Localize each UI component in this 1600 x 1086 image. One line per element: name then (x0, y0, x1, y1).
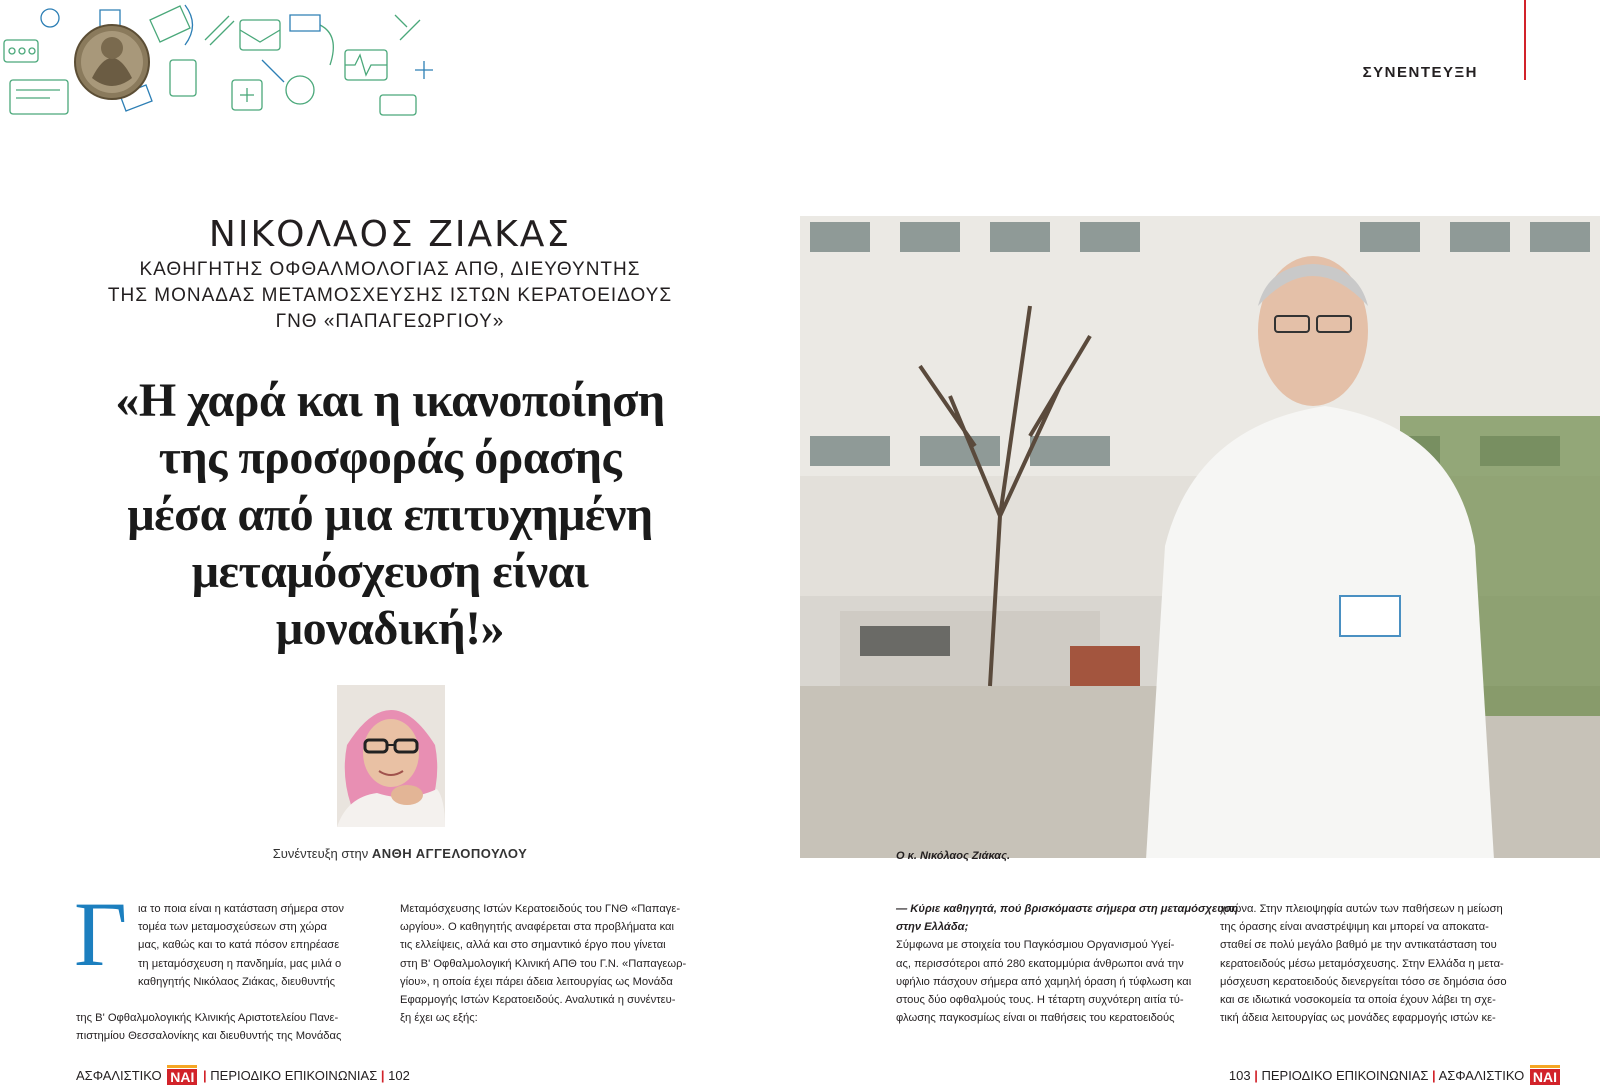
medical-pattern-decoration (0, 0, 440, 125)
body-line: χιτώνα. Στην πλειοψηφία αυτών των παθήσεων η μείωση (1220, 903, 1503, 915)
interview-question-line: — Κύριε καθηγητά, πού βρισκόμαστε σήμερα στη μεταμόσχευση (896, 903, 1239, 915)
body-line: πιστημίου Θεσσαλονίκης και διευθυντής της Μονάδας (76, 1030, 342, 1043)
body-line: τομέα των μεταμοσχεύσεων στη χώρα (138, 921, 328, 934)
subtitle-line: ΓΝΘ «ΠΑΠΑΓΕΩΡΓΙΟΥ» (275, 311, 505, 332)
body-line: μόσχευση κερατοειδούς διενεργείται τόσο σε δημόσια όσο (1220, 975, 1507, 988)
credit-prefix: Συνέντευξη στην (272, 846, 369, 861)
interviewer-name: ΑΝΘΗ ΑΓΓΕΛΟΠΟΥΛΟΥ (371, 846, 528, 861)
subtitle-line: ΤΗΣ ΜΟΝΑΔΑΣ ΜΕΤΑΜΟΣΧΕΥΣΗΣ ΙΣΤΩΝ ΚΕΡΑΤΟΕΙΔΟΥΣ (107, 285, 673, 306)
body-column-3 (896, 900, 1239, 1027)
interviewee-photo (800, 216, 1600, 858)
interviewee-name: ΝΙΚΟΛΑΟΣ ΖΙΑΚΑΣ (208, 214, 572, 255)
body-line: υφήλιο πάσχουν σήμερα από χαμηλή όραση ή τύφλωση και (896, 975, 1192, 988)
quote-line: «Η χαρά και η ικανοποίηση (115, 374, 665, 427)
footer-right: 103 | ΠΕΡΙΟΔΙΚΟ ΕΠΙΚΟΙΝΩΝΙΑΣ | ΑΣΦΑΛΙΣΤΙΚΟ ΝΑΙ (1229, 1068, 1562, 1085)
body-line: στη Β' Οφθαλμολογική Κλινική ΑΠΘ του Γ.Ν. «Παπαγεωρ- (400, 957, 687, 970)
interviewee-title (60, 257, 720, 335)
quote-line: μέσα από μια επιτυχημένη (127, 488, 653, 541)
interviewer-credit (200, 846, 600, 861)
body-line: καθηγητής Νικόλαος Ζιάκας, διευθυντής (138, 975, 336, 988)
body-line: κερατοειδούς μέσω μεταμόσχευσης. Στην Ελλάδα η μετα- (1220, 957, 1504, 970)
footer-page-number: 102 (388, 1068, 410, 1083)
body-line: Εφαρμογής Ιστών Κερατοειδούς. Αναλυτικά η συνέντευ- (400, 994, 676, 1007)
body-line: τις ελλείψεις, αλλά και στο σημαντικό έργο που γίνεται (400, 939, 666, 952)
body-line: σταθεί σε πολύ μεγάλο βαθμό με την αντικατάσταση του (1220, 939, 1497, 952)
footer-left: ΑΣΦΑΛΙΣΤΙΚΟ ΝΑΙ | ΠΕΡΙΟΔΙΚΟ ΕΠΙΚΟΙΝΩΝΙΑΣ | 102 (76, 1068, 410, 1085)
footer-magazine: ΠΕΡΙΟΔΙΚΟ ΕΠΙΚΟΙΝΩΝΙΑΣ (210, 1068, 378, 1083)
section-label: ΣΥΝΕΝΤΕΥΞΗ (1362, 64, 1478, 81)
quote-line: της προσφοράς όρασης (158, 431, 622, 484)
body-line: ας, περισσότεροι από 280 εκατομμύρια άνθρωποι ανά την (896, 957, 1184, 970)
drop-cap: Γ (74, 883, 128, 985)
footer-magazine: ΠΕΡΙΟΔΙΚΟ ΕΠΙΚΟΙΝΩΝΙΑΣ (1261, 1068, 1429, 1083)
body-line: ξη έχει ως εξής: (400, 1012, 478, 1025)
body-line: και σε ιδιωτικά νοσοκομεία τα οποία έχουν λάβει τη σχε- (1220, 994, 1496, 1007)
photo-caption: Ο κ. Νικόλαος Ζιάκας. (896, 850, 1011, 862)
subtitle-line: ΚΑΘΗΓΗΤΗΣ ΟΦΘΑΛΜΟΛΟΓΙΑΣ ΑΠΘ, ΔΙΕΥΘΥΝΤΗΣ (139, 259, 641, 280)
nai-logo: ΝΑΙ (1530, 1069, 1560, 1085)
body-column-1-indent (138, 900, 382, 991)
headline-quote (40, 372, 740, 657)
footer-brand: ΑΣΦΑΛΙΣΤΙΚΟ (76, 1068, 162, 1083)
footer-page-number: 103 (1228, 1068, 1251, 1083)
body-line: τική άδεια λειτουργίας ως μονάδες εφαρμογής ιστών κε- (1220, 1012, 1496, 1025)
body-column-2 (400, 900, 706, 1027)
body-line: μας, καθώς και το κατά πόσον επηρέασε (138, 939, 340, 952)
quote-line: μοναδική!» (275, 602, 505, 655)
accent-rule (1524, 0, 1526, 80)
body-line: της όρασης είναι αναστρέψιμη και μπορεί να αποκατα- (1220, 921, 1489, 934)
body-line: φλωσης παγκοσμίως είναι οι παθήσεις του κερατοειδούς (896, 1012, 1175, 1025)
body-line: Σύμφωνα με στοιχεία του Παγκόσμιου Οργανισμού Υγεί- (896, 939, 1175, 952)
interviewer-photo (337, 685, 445, 827)
body-column-4 (1220, 900, 1526, 1027)
body-line: τη μεταμόσχευση η πανδημία, μας μιλά ο (138, 957, 342, 970)
body-line: ια το ποια είναι η κατάσταση σήμερα στον (138, 903, 344, 915)
body-line: Μεταμόσχευσης Ιστών Κερατοειδούς του ΓΝΘ «Παπαγε- (400, 903, 681, 915)
body-line: της Β' Οφθαλμολογικής Κλινικής Αριστοτελείου Πανε- (76, 1012, 339, 1024)
footer-brand: ΑΣΦΑΛΙΣΤΙΚΟ (1438, 1068, 1525, 1083)
nai-logo: ΝΑΙ (167, 1069, 197, 1085)
body-line: στους δύο οφθαλμούς τους. Η τέταρτη συχνότερη αιτία τύ- (896, 994, 1184, 1007)
body-line: γίου», η οποία έχει πάρει άδεια λειτουργίας ως Μονάδα (400, 975, 673, 988)
body-column-1 (76, 1009, 382, 1045)
quote-line: μεταμόσχευση είναι (191, 545, 589, 598)
body-line: ωργίου». Ο καθηγητής αναφέρεται στα προβλήματα και (400, 921, 674, 934)
interview-question-line: στην Ελλάδα; (896, 921, 969, 934)
